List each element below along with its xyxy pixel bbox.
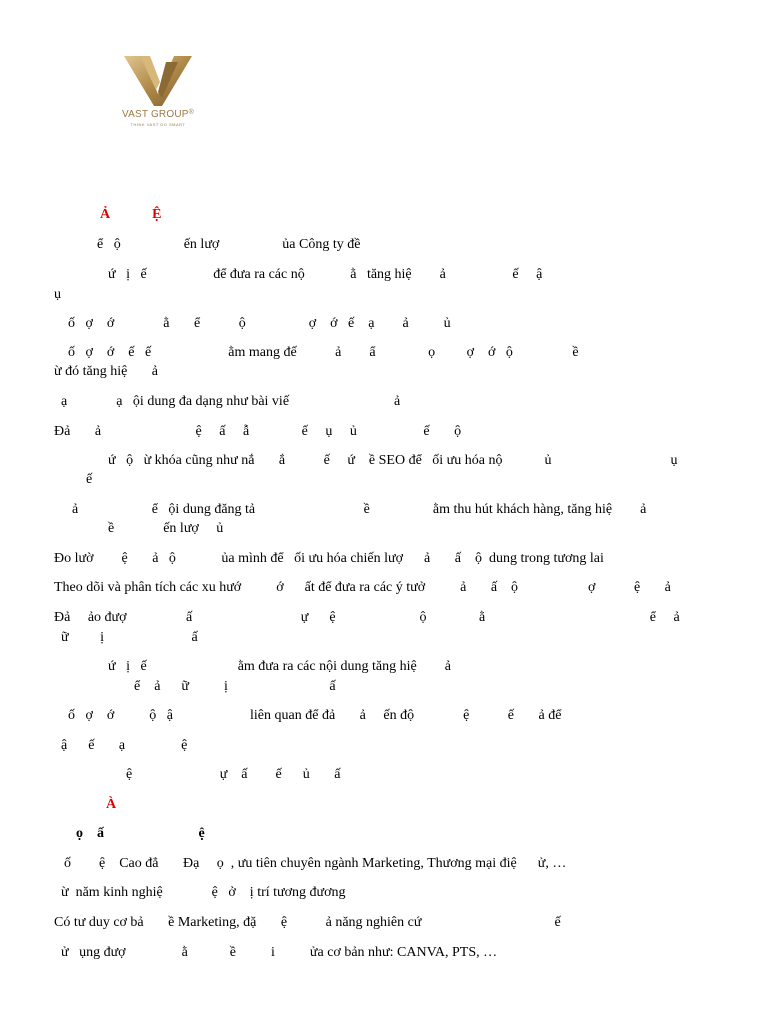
text-line: ả ể ội dung đăng tả ề ằm thu hút khách hàng, tăng hiệ ả: [72, 502, 647, 517]
text-line: ừ năm kinh nghiệ ệ ở ị trí tương đương: [61, 885, 346, 900]
text-line: ữ ị ấ: [61, 630, 198, 645]
text-line: Theo dõi và phân tích các xu hướ ớ ất để đưa ra các ý tưở ả ấ ộ ợ ệ ả: [54, 580, 671, 595]
text-line: ứ ị ế ằm đưa ra các nội dung tăng hiệ ả: [108, 659, 451, 674]
text-line: ề ến lượ ủ: [108, 521, 224, 536]
text-line: ế: [86, 472, 93, 487]
text-line: ể ả ữ ị ấ: [134, 679, 336, 694]
logo-brand-text: VAST GROUP®: [121, 109, 194, 120]
text-line: ử ụng đượ ằ ề i ửa cơ bản như: CANVA, PTS, …: [61, 945, 498, 960]
text-line: ứ ị ế để đưa ra các nộ ằ tăng hiệ ả ế ậ: [108, 267, 543, 282]
vast-v-icon: [122, 52, 194, 108]
text-line: Đo lườ ệ ả ộ ủa mình để ối ưu hóa chiến lượ ả ấ ộ dung trong tương lai: [54, 551, 604, 566]
text-line: ứ ộ ừ khóa cũng như nắ ắ ế ứ ề SEO để ối ưu hóa nộ ủ ụ: [108, 453, 678, 468]
text-line: ừ đó tăng hiệ ả: [54, 364, 159, 379]
section-heading-2: À: [106, 797, 117, 812]
text-line: ố ệ Cao đẳ Đạ ọ , ưu tiên chuyên ngành Marketing, Thương mại điệ ử, …: [64, 856, 567, 871]
text-line: ạ ạ ội dung đa dạng như bài viế ả: [61, 394, 401, 409]
company-logo: [108, 52, 208, 132]
subheading: ọ ấ ệ: [76, 826, 205, 841]
text-line: ụ: [54, 287, 61, 302]
text-line: Đả ảo đượ ấ ự ệ ộ ằ ể ả: [54, 610, 680, 625]
text-line: ể ộ ến lượ ủa Công ty đề: [97, 237, 361, 252]
text-line: ệ ự ấ ế ủ ấ: [126, 767, 341, 782]
text-line: Có tư duy cơ bả ề Marketing, đặ ệ ả năng nghiên cứ ế: [54, 915, 561, 930]
text-line: ố ợ ớ ộ ậ liên quan để đả ả ến độ ệ ế ả để: [68, 708, 562, 723]
text-line: ậ ế ạ ệ: [61, 738, 188, 753]
section-heading-1: Ả Ệ: [100, 207, 162, 222]
text-line: ố ợ ớ ằ ể ộ ợ ớ ế ạ ả ủ: [68, 316, 451, 331]
text-line: ố ợ ớ ế ế ằm mang đế ả ẩ ọ ợ ớ ộ ề: [68, 345, 579, 360]
text-line: Đả ả ệ ấ ẫ ế ụ ủ ế ộ: [54, 424, 462, 439]
logo-tagline: THINK VAST DO SMART: [130, 122, 186, 127]
